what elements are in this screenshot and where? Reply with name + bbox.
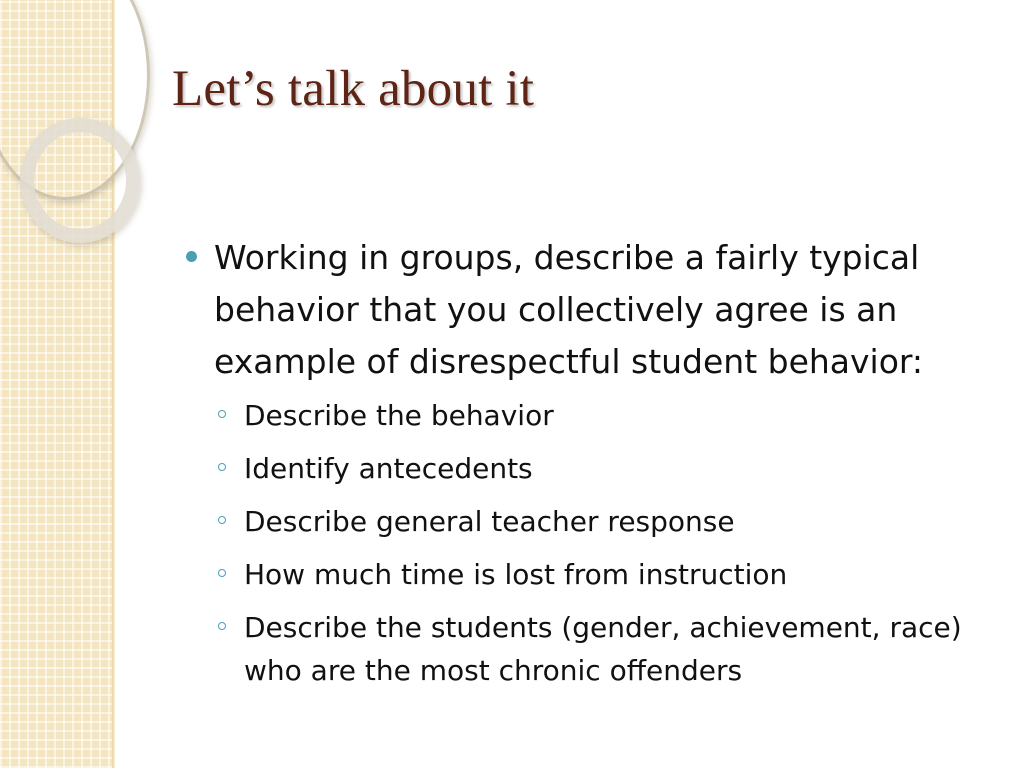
main-bullet-text: Working in groups, describe a fairly typical behavior that you collectively agree is an example of disrespectful student behavior: bbox=[214, 238, 924, 381]
main-bullet bbox=[182, 232, 1002, 388]
sub-bullet-text: Identify antecedents bbox=[244, 452, 533, 485]
sub-bullet-text: Describe general teacher response bbox=[244, 505, 735, 538]
bullet-ring-icon bbox=[218, 516, 226, 524]
sub-bullet-text: Describe the students (gender, achievement, race) who are the most chronic offenders bbox=[244, 611, 962, 687]
sub-bullet-text: How much time is lost from instruction bbox=[244, 558, 788, 591]
sub-bullet bbox=[214, 447, 1002, 490]
decorative-ring-small bbox=[20, 118, 140, 243]
sub-bullet bbox=[214, 394, 1002, 437]
sub-bullet bbox=[214, 606, 1002, 692]
sub-bullet-text: Describe the behavior bbox=[244, 399, 554, 432]
sub-bullet-list bbox=[182, 394, 1002, 692]
slide-body bbox=[182, 232, 1002, 702]
sub-bullet bbox=[214, 553, 1002, 596]
bullet-ring-icon bbox=[218, 463, 226, 471]
bullet-ring-icon bbox=[218, 622, 226, 630]
bullet-dot-icon bbox=[186, 251, 197, 262]
bullet-ring-icon bbox=[218, 410, 226, 418]
bullet-ring-icon bbox=[218, 569, 226, 577]
sub-bullet bbox=[214, 500, 1002, 543]
slide-title: Let’s talk about it bbox=[172, 61, 535, 117]
